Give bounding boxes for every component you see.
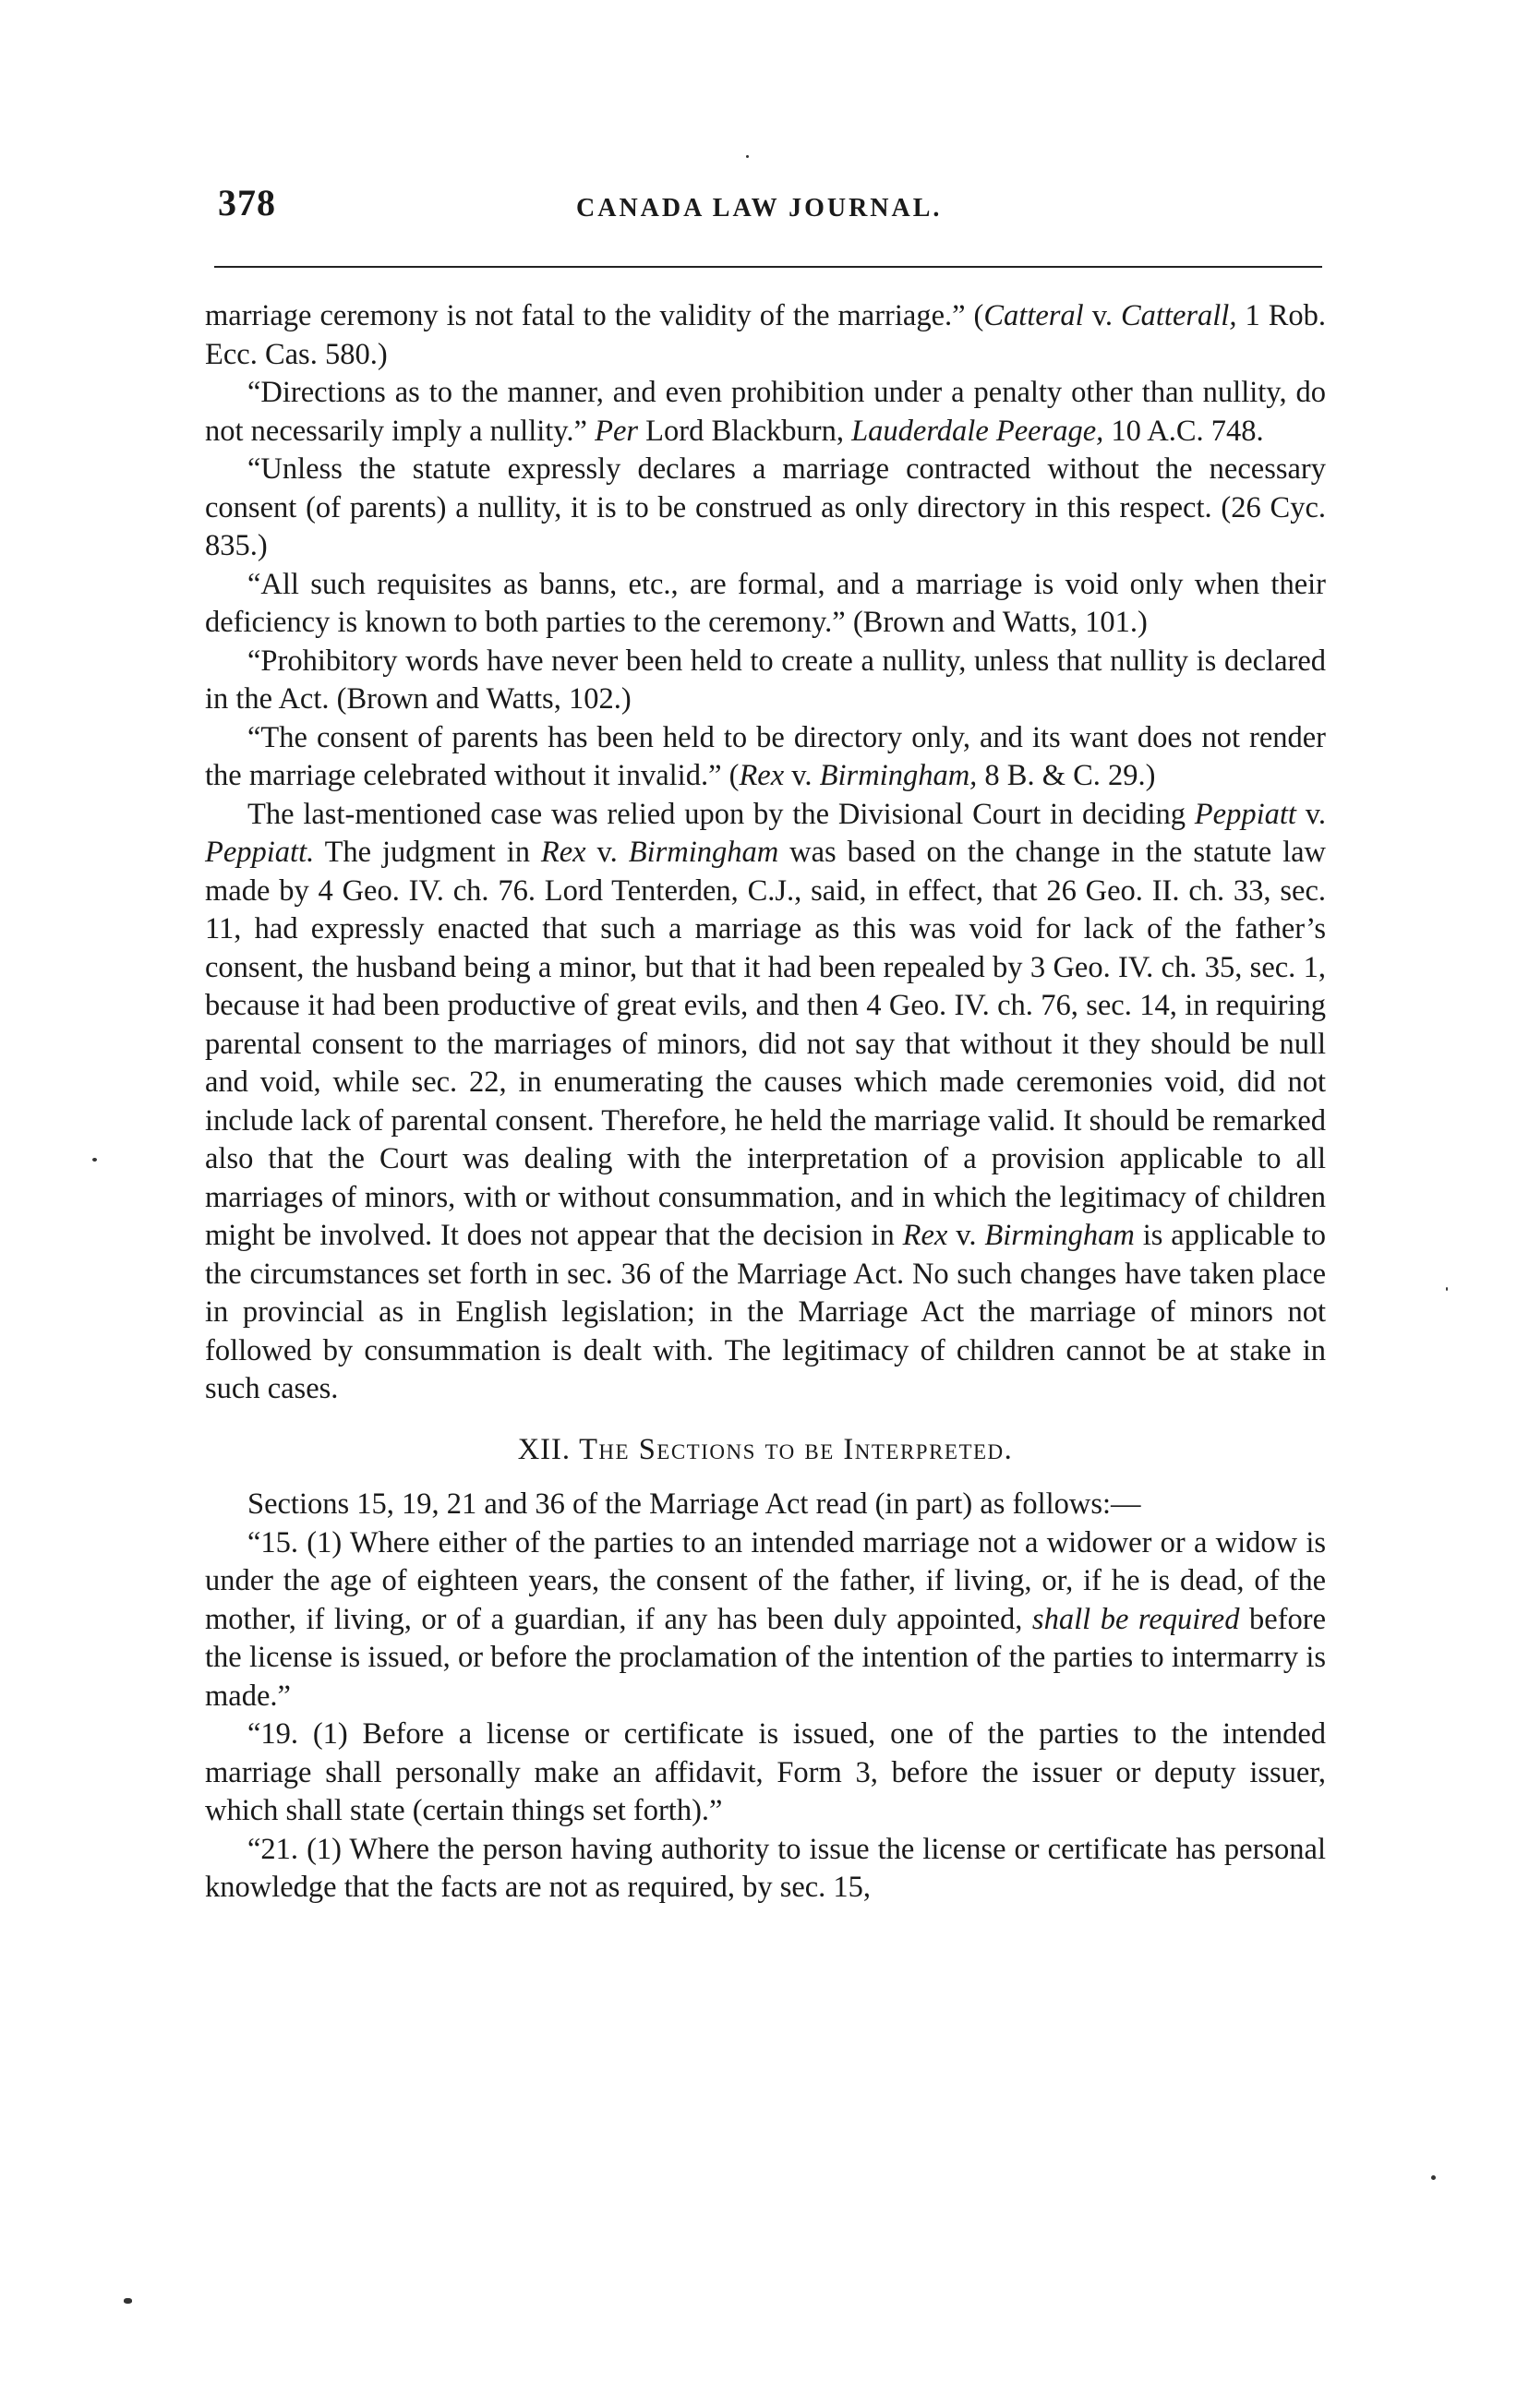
paragraph: [205, 1716, 1326, 1831]
text-run: “The consent of parents has been held to be directory only, and its want does not render the marriage celebrated without it invalid.” (: [205, 720, 1326, 792]
text-run: v.: [585, 836, 629, 869]
text-run: before the license is issued, or before the proclamation of the intention of the parties to intermarry is made.”: [205, 1602, 1327, 1713]
paragraph: [205, 566, 1326, 643]
text-run: v.: [1295, 797, 1327, 831]
text-run: v.: [784, 759, 820, 792]
header-rule: [214, 266, 1322, 268]
scan-speck: [1431, 2175, 1436, 2180]
text-run: v.: [947, 1219, 985, 1252]
paragraph: [205, 1524, 1326, 1716]
text-run: “All such requisites as banns, etc., are formal, and a marriage is void only when their deficiency is known to both parties to the ceremony.” (Brown and Watts, 101.): [205, 567, 1326, 639]
section-heading: [205, 1431, 1326, 1470]
scan-speck: [1446, 1287, 1448, 1291]
section-numeral: XII.: [517, 1432, 571, 1466]
paragraph: [205, 719, 1326, 796]
text-run: 10 A.C. 748.: [1103, 414, 1264, 448]
text-run: “Prohibitory words have never been held to create a nullity, unless that nullity is declared in the Act. (Brown and Watts, 102.): [205, 644, 1326, 716]
scan-speck: [746, 155, 749, 158]
scan-speck: [92, 1158, 97, 1162]
text-run: 1 Rob. Ecc. Cas. 580.): [205, 299, 1327, 371]
text-run: is applicable to the circumstances set forth in sec. 36 of the Marriage Act. No such changes have taken place in provincial as in English legislation; in the Marriage Act the marriage of minors not followed by consummation is dealt with. The legitimacy of children cannot be at stake in such cases.: [205, 1219, 1327, 1405]
paragraph: [205, 451, 1326, 566]
text-run: The last-mentioned case was relied upon by the Divisional Court in deciding: [247, 797, 1195, 831]
text-run: marriage ceremony is not fatal to the validity of the marriage.” (: [205, 299, 984, 332]
italic-run: Rex: [540, 836, 586, 869]
italic-run: Catterall,: [1120, 299, 1237, 332]
italic-run: shall be required: [1031, 1602, 1240, 1636]
body-text: [205, 297, 1326, 1908]
text-run: Lord Blackburn,: [638, 414, 852, 448]
running-title: CANADA LAW JOURNAL.: [576, 194, 943, 223]
paragraph: [205, 297, 1326, 374]
italic-run: Rex: [739, 759, 785, 792]
text-run: Sections 15, 19, 21 and 36 of the Marriage Act read (in part) as follows:—: [247, 1487, 1141, 1521]
italic-run: Peppiatt.: [205, 836, 315, 869]
italic-run: Per: [595, 414, 639, 448]
italic-run: Birmingham,: [819, 759, 978, 792]
paragraph: [205, 643, 1326, 719]
text-run: v.: [1083, 299, 1121, 332]
paragraph: [205, 796, 1326, 1409]
text-run: “Directions as to the manner, and even prohibition under a penalty other than nullity, do not necessarily imply a nullity.”: [205, 376, 1326, 448]
paragraph: [205, 374, 1326, 451]
text-run: “Unless the statute expressly declares a marriage contracted without the necessary consent (of parents) a nullity, it is to be construed as only directory in this respect. (26 Cyc. 835.): [205, 452, 1326, 562]
italic-run: Lauderdale Peerage,: [851, 414, 1104, 448]
text-run: “21. (1) Where the person having authority to issue the license or certificate has personal knowledge that the facts are not as required, by sec. 15,: [205, 1832, 1326, 1904]
italic-run: Catteral: [983, 299, 1084, 332]
paragraph: [205, 1831, 1326, 1908]
page-header: [214, 181, 1322, 236]
paragraph: [205, 1486, 1326, 1524]
scan-speck: [124, 2298, 132, 2304]
italic-run: Rex: [902, 1219, 948, 1252]
italic-run: Peppiatt: [1194, 797, 1296, 831]
page-number: 378: [218, 182, 276, 223]
text-run: “19. (1) Before a license or certificate is issued, one of the parties to the intended marriage shall personally make an affidavit, Form 3, before the issuer or deputy issuer, which shall state (certain things set forth).”: [205, 1717, 1326, 1827]
italic-run: Birmingham: [628, 836, 779, 869]
text-run: “15. (1) Where either of the parties to an intended marriage not a widower or a widow is under the age of eighteen years, the consent of the father, if living, or, if he is dead, of the mother, if living, or of a guardian, if any has been duly appointed,: [205, 1525, 1326, 1636]
text-run: was based on the change in the statute law made by 4 Geo. IV. ch. 76. Lord Tenterden, C.J., said, in effect, that 26 Geo. II. ch. 33, sec. 11, had expressly enacted that such a marriage as this was void for lack of the father’s consent, the husband being a minor, but that it had been repealed by 3 Geo. IV. ch. 35, sec. 1, because it had been productive of great evils, and then 4 Geo. IV. ch. 76, sec. 14, in requiring parental consent to the marriages of minors, did not say that without it they should be null and void, while sec. 22, in enumerating the causes which made ceremonies void, did not include lack of parental consent. Therefore, he held the marriage valid. It should be remarked also that the Court was dealing with the interpretation of a provision applicable to all marriages of minors, with or without consummation, and in which the legitimacy of children might be involved. It does not appear that the decision in: [205, 836, 1326, 1252]
italic-run: Birmingham: [984, 1219, 1135, 1252]
section-title: The Sections to be Interpreted.: [579, 1432, 1014, 1466]
paragraphs-before: [205, 297, 1326, 1409]
text-run: The judgment in: [314, 836, 541, 869]
paragraphs-after: [205, 1486, 1326, 1908]
text-run: 8 B. & C. 29.): [977, 759, 1156, 792]
